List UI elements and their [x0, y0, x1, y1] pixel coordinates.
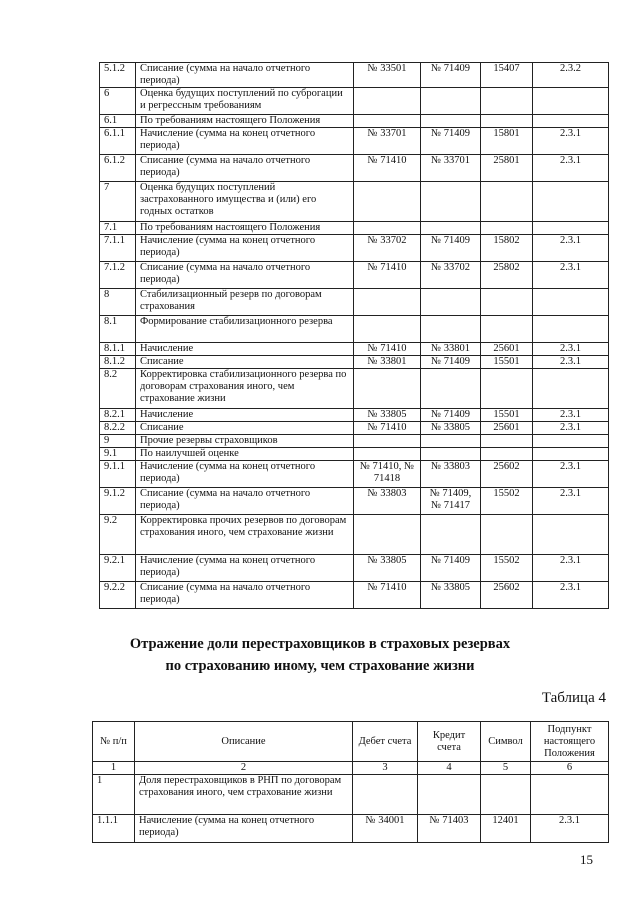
row-debit-cell: [354, 316, 421, 343]
row-credit-cell: [421, 115, 481, 128]
row-debit-cell: № 33805: [354, 555, 421, 582]
column-number-cell: 2: [135, 762, 353, 775]
row-credit-cell: [421, 88, 481, 115]
row-debit-cell: № 71410, № 71418: [354, 461, 421, 488]
row-description-cell: Корректировка стабилизационного резерва по договорам страхования иного, чем страхование жизни: [136, 369, 354, 409]
table-row: [100, 409, 609, 422]
table-row: [100, 356, 609, 369]
row-symbol-cell: [481, 289, 533, 316]
row-clause-cell: [533, 316, 609, 343]
row-clause-cell: [533, 88, 609, 115]
row-symbol-cell: [481, 448, 533, 461]
table-row: [100, 343, 609, 356]
header-cell-symbol: Символ: [481, 722, 531, 762]
table-row: [100, 515, 609, 555]
table-row: [100, 88, 609, 115]
row-symbol-cell: 15501: [481, 356, 533, 369]
table-row: [100, 369, 609, 409]
column-number-cell: 1: [93, 762, 135, 775]
row-debit-cell: [354, 88, 421, 115]
row-number-cell: 7.1.2: [100, 262, 136, 289]
row-description-cell: Начисление (сумма на конец отчетного периода): [136, 128, 354, 155]
row-debit-cell: [353, 775, 418, 815]
row-description-cell: Оценка будущих поступлений застрахованного имущества и (или) его годных остатков: [136, 182, 354, 222]
row-credit-cell: [421, 369, 481, 409]
row-debit-cell: [354, 222, 421, 235]
row-debit-cell: № 71410: [354, 262, 421, 289]
row-debit-cell: № 33801: [354, 356, 421, 369]
table-row: [100, 262, 609, 289]
table-row: [100, 235, 609, 262]
row-symbol-cell: 25801: [481, 155, 533, 182]
row-description-cell: Начисление: [136, 343, 354, 356]
row-description-cell: Списание (сумма на начало отчетного периода): [136, 262, 354, 289]
row-clause-cell: [533, 448, 609, 461]
row-number-cell: 9.1.2: [100, 488, 136, 515]
row-credit-cell: № 33701: [421, 155, 481, 182]
row-credit-cell: [421, 435, 481, 448]
row-clause-cell: [533, 182, 609, 222]
row-number-cell: 5.1.2: [100, 63, 136, 88]
row-number-cell: 9.2: [100, 515, 136, 555]
row-number-cell: 1: [93, 775, 135, 815]
row-number-cell: 8.1.2: [100, 356, 136, 369]
row-clause-cell: 2.3.1: [533, 128, 609, 155]
table-row: [100, 115, 609, 128]
table-row: [100, 488, 609, 515]
row-debit-cell: № 33805: [354, 409, 421, 422]
row-description-cell: Начисление (сумма на конец отчетного периода): [136, 461, 354, 488]
row-description-cell: Списание (сумма на начало отчетного периода): [136, 63, 354, 88]
row-credit-cell: № 71409: [421, 356, 481, 369]
row-description-cell: Начисление: [136, 409, 354, 422]
row-clause-cell: [533, 515, 609, 555]
header-cell-description: Описание: [135, 722, 353, 762]
column-number-cell: 6: [531, 762, 609, 775]
row-clause-cell: 2.3.1: [533, 555, 609, 582]
row-symbol-cell: 25601: [481, 343, 533, 356]
row-symbol-cell: [481, 182, 533, 222]
row-description-cell: По требованиям настоящего Положения: [136, 222, 354, 235]
row-description-cell: Оценка будущих поступлений по суброгации и регрессным требованиям: [136, 88, 354, 115]
row-debit-cell: [354, 435, 421, 448]
row-debit-cell: № 71410: [354, 155, 421, 182]
row-credit-cell: [421, 515, 481, 555]
row-symbol-cell: [481, 369, 533, 409]
row-number-cell: 9.2.1: [100, 555, 136, 582]
row-symbol-cell: 15407: [481, 63, 533, 88]
table-row: [100, 582, 609, 609]
row-number-cell: 7: [100, 182, 136, 222]
row-credit-cell: № 71409, № 71417: [421, 488, 481, 515]
row-credit-cell: № 33805: [421, 582, 481, 609]
section-title-line-2: по страхованию иному, чем страхование жизни: [165, 658, 475, 674]
row-clause-cell: [533, 369, 609, 409]
table-row: [93, 775, 609, 815]
row-symbol-cell: 15502: [481, 555, 533, 582]
row-credit-cell: № 71409: [421, 235, 481, 262]
row-debit-cell: [354, 369, 421, 409]
page-number: 15: [580, 852, 593, 867]
row-clause-cell: [533, 222, 609, 235]
row-symbol-cell: [481, 515, 533, 555]
section-title-line-1: Отражение доли перестраховщиков в страховых резервах: [129, 636, 511, 652]
accounting-table-continued: [99, 62, 609, 609]
row-description-cell: Формирование стабилизационного резерва: [136, 316, 354, 343]
row-description-cell: Начисление (сумма на конец отчетного периода): [136, 235, 354, 262]
row-clause-cell: 2.3.1: [533, 155, 609, 182]
row-number-cell: 8.1.1: [100, 343, 136, 356]
row-debit-cell: № 71410: [354, 343, 421, 356]
row-credit-cell: № 33803: [421, 461, 481, 488]
header-cell-clause: Подпункт настоящего Положения: [531, 722, 609, 762]
row-debit-cell: № 33702: [354, 235, 421, 262]
row-clause-cell: [533, 289, 609, 316]
table-header-row: [93, 722, 609, 762]
row-debit-cell: № 71410: [354, 422, 421, 435]
row-description-cell: Корректировка прочих резервов по договорам страхования иного, чем страхование жизни: [136, 515, 354, 555]
row-number-cell: 7.1.1: [100, 235, 136, 262]
row-symbol-cell: [481, 316, 533, 343]
row-credit-cell: № 71403: [418, 815, 481, 843]
row-clause-cell: 2.3.1: [533, 262, 609, 289]
table-row: [100, 222, 609, 235]
row-clause-cell: 2.3.1: [533, 343, 609, 356]
row-symbol-cell: 25602: [481, 461, 533, 488]
row-number-cell: 9.1.1: [100, 461, 136, 488]
header-cell-credit: Кредит счета: [418, 722, 481, 762]
row-clause-cell: [533, 435, 609, 448]
row-symbol-cell: 15802: [481, 235, 533, 262]
row-number-cell: 8: [100, 289, 136, 316]
table-row: [100, 448, 609, 461]
row-number-cell: 6.1.2: [100, 155, 136, 182]
row-symbol-cell: [481, 115, 533, 128]
header-cell-debit: Дебет счета: [353, 722, 418, 762]
row-credit-cell: № 33805: [421, 422, 481, 435]
table-row: [100, 316, 609, 343]
row-clause-cell: [533, 115, 609, 128]
table-row: [100, 461, 609, 488]
column-number-cell: 4: [418, 762, 481, 775]
table-row: [100, 435, 609, 448]
table-row: [100, 289, 609, 316]
row-number-cell: 8.1: [100, 316, 136, 343]
column-number-cell: 3: [353, 762, 418, 775]
row-clause-cell: 2.3.1: [533, 422, 609, 435]
row-credit-cell: [421, 289, 481, 316]
row-description-cell: Списание (сумма на начало отчетного периода): [136, 488, 354, 515]
row-clause-cell: 2.3.1: [533, 582, 609, 609]
row-number-cell: 9.1: [100, 448, 136, 461]
row-debit-cell: [354, 448, 421, 461]
row-credit-cell: [421, 182, 481, 222]
row-credit-cell: № 71409: [421, 63, 481, 88]
row-description-cell: Списание (сумма на начало отчетного периода): [136, 155, 354, 182]
row-symbol-cell: [481, 88, 533, 115]
row-debit-cell: [354, 115, 421, 128]
row-debit-cell: № 33701: [354, 128, 421, 155]
row-credit-cell: № 71409: [421, 128, 481, 155]
column-number-row: [93, 762, 609, 775]
row-number-cell: 7.1: [100, 222, 136, 235]
row-credit-cell: [421, 222, 481, 235]
row-symbol-cell: [481, 435, 533, 448]
row-credit-cell: [421, 448, 481, 461]
row-description-cell: Стабилизационный резерв по договорам страхования: [136, 289, 354, 316]
row-credit-cell: № 71409: [421, 555, 481, 582]
row-description-cell: По требованиям настоящего Положения: [136, 115, 354, 128]
row-credit-cell: [421, 316, 481, 343]
row-credit-cell: № 33801: [421, 343, 481, 356]
row-description-cell: Списание: [136, 422, 354, 435]
row-symbol-cell: 12401: [481, 815, 531, 843]
row-description-cell: Списание: [136, 356, 354, 369]
row-debit-cell: [354, 515, 421, 555]
row-debit-cell: № 71410: [354, 582, 421, 609]
row-debit-cell: № 33803: [354, 488, 421, 515]
row-debit-cell: [354, 182, 421, 222]
column-number-cell: 5: [481, 762, 531, 775]
row-debit-cell: № 33501: [354, 63, 421, 88]
row-clause-cell: 2.3.1: [533, 409, 609, 422]
table-caption: Таблица 4: [541, 690, 606, 706]
row-clause-cell: 2.3.2: [533, 63, 609, 88]
row-number-cell: 9: [100, 435, 136, 448]
row-symbol-cell: 25601: [481, 422, 533, 435]
row-credit-cell: № 33702: [421, 262, 481, 289]
row-clause-cell: 2.3.1: [533, 488, 609, 515]
table-row: [100, 422, 609, 435]
row-description-cell: Начисление (сумма на конец отчетного периода): [135, 815, 353, 843]
row-clause-cell: 2.3.1: [533, 235, 609, 262]
row-symbol-cell: 15801: [481, 128, 533, 155]
header-cell-number: № п/п: [93, 722, 135, 762]
row-credit-cell: [418, 775, 481, 815]
row-number-cell: 8.2: [100, 369, 136, 409]
row-number-cell: 6.1.1: [100, 128, 136, 155]
table-row: [100, 182, 609, 222]
row-symbol-cell: 25602: [481, 582, 533, 609]
row-debit-cell: № 34001: [353, 815, 418, 843]
row-number-cell: 8.2.1: [100, 409, 136, 422]
row-symbol-cell: 15501: [481, 409, 533, 422]
row-clause-cell: 2.3.1: [531, 815, 609, 843]
row-clause-cell: 2.3.1: [533, 356, 609, 369]
row-symbol-cell: 25802: [481, 262, 533, 289]
row-clause-cell: 2.3.1: [533, 461, 609, 488]
table-row: [100, 128, 609, 155]
table-row: [100, 155, 609, 182]
row-number-cell: 6: [100, 88, 136, 115]
row-symbol-cell: 15502: [481, 488, 533, 515]
row-credit-cell: № 71409: [421, 409, 481, 422]
row-clause-cell: [531, 775, 609, 815]
row-description-cell: Начисление (сумма на конец отчетного периода): [136, 555, 354, 582]
table-row: [100, 63, 609, 88]
row-debit-cell: [354, 289, 421, 316]
row-description-cell: Доля перестраховщиков в РНП по договорам страхования иного, чем страхование жизни: [135, 775, 353, 815]
row-symbol-cell: [481, 775, 531, 815]
row-description-cell: Прочие резервы страховщиков: [136, 435, 354, 448]
row-number-cell: 1.1.1: [93, 815, 135, 843]
table-row: [100, 555, 609, 582]
row-description-cell: Списание (сумма на начало отчетного периода): [136, 582, 354, 609]
row-number-cell: 6.1: [100, 115, 136, 128]
row-number-cell: 8.2.2: [100, 422, 136, 435]
accounting-table-4: [92, 721, 609, 843]
row-symbol-cell: [481, 222, 533, 235]
table-row: [93, 815, 609, 843]
row-description-cell: По наилучшей оценке: [136, 448, 354, 461]
row-number-cell: 9.2.2: [100, 582, 136, 609]
